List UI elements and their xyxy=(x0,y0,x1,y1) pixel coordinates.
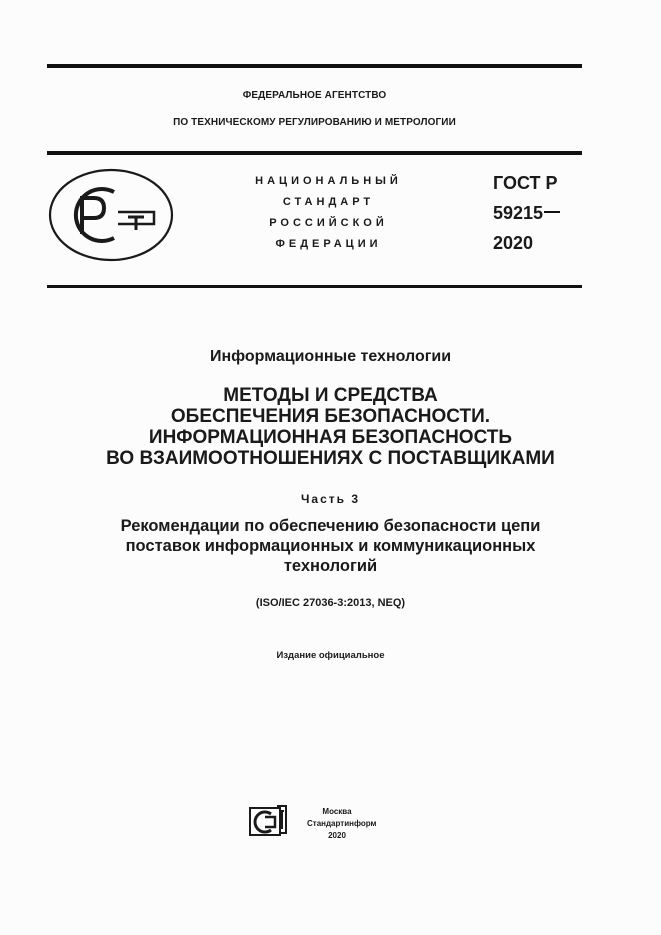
designation-number: 59215 xyxy=(493,203,544,223)
standard-type-line: НАЦИОНАЛЬНЫЙ xyxy=(255,175,402,187)
subject-heading: Информационные технологии xyxy=(209,348,452,365)
main-title-line: ВО ВЗАИМООТНОШЕНИЯХ С ПОСТАВЩИКАМИ xyxy=(106,448,555,469)
edition-note: Издание официальное xyxy=(276,650,385,661)
standard-designation xyxy=(493,168,560,258)
subtitle-line: поставок информационных и коммуникационных xyxy=(125,537,536,555)
middle-rule xyxy=(47,151,582,155)
standard-type-line: ФЕДЕРАЦИИ xyxy=(275,238,382,250)
agency-line-1: ФЕДЕРАЛЬНОЕ АГЕНТСТВО xyxy=(242,90,387,101)
publisher-year: 2020 xyxy=(328,831,346,840)
publisher-block xyxy=(307,806,377,842)
main-title xyxy=(20,385,641,469)
rst-certification-mark-icon xyxy=(48,168,174,262)
top-rule xyxy=(47,64,582,68)
bottom-rule xyxy=(47,285,582,288)
main-title-line: ОБЕСПЕЧЕНИЯ БЕЗОПАСНОСТИ. xyxy=(170,406,491,427)
designation-dash xyxy=(544,211,560,213)
publisher-city: Москва xyxy=(322,807,352,816)
publisher-name: Стандартинформ xyxy=(307,819,377,828)
agency-line-2: ПО ТЕХНИЧЕСКОМУ РЕГУЛИРОВАНИЮ И МЕТРОЛОГИИ xyxy=(173,117,456,128)
designation-prefix: ГОСТ Р xyxy=(493,173,558,193)
iso-reference: (ISO/IEC 27036-3:2013, NEQ) xyxy=(255,597,406,609)
part-label: Часть 3 xyxy=(300,492,361,506)
designation-number-row xyxy=(493,198,560,228)
main-title-line: ИНФОРМАЦИОННАЯ БЕЗОПАСНОСТЬ xyxy=(148,427,513,448)
subtitle-line: Рекомендации по обеспечению безопасности цепи xyxy=(120,517,541,535)
main-title-line: МЕТОДЫ И СРЕДСТВА xyxy=(223,385,438,406)
standard-type-block xyxy=(236,171,421,255)
standartinform-logo-icon xyxy=(249,805,287,837)
subtitle xyxy=(20,516,641,576)
standard-type-line: СТАНДАРТ xyxy=(282,196,375,208)
standard-type-line: РОССИЙСКОЙ xyxy=(269,217,388,229)
subtitle-line: технологий xyxy=(283,557,378,575)
designation-year: 2020 xyxy=(493,233,534,253)
